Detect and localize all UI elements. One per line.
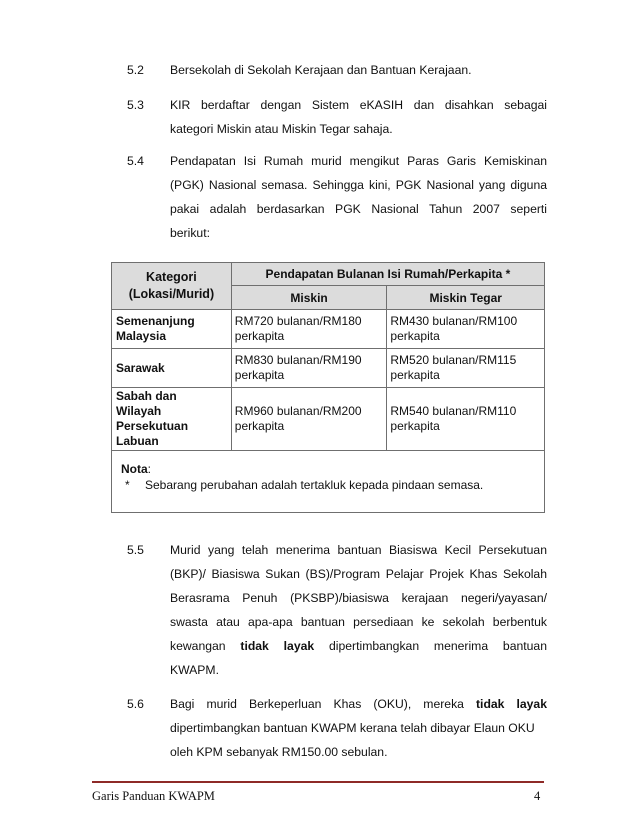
- miskin-tegar-cell: RM520 bulanan/RM115 perkapita: [387, 349, 545, 388]
- clause-5-4: [127, 149, 547, 245]
- clause-number: 5.5: [127, 543, 144, 557]
- table-row: [112, 310, 545, 349]
- table-note: Nota: * Sebarang perubahan adalah tertakluk kepada pindaan semasa.: [112, 451, 545, 513]
- clause-number: 5.6: [127, 697, 144, 711]
- miskin-tegar-cell: RM540 bulanan/RM110 perkapita: [387, 388, 545, 451]
- income-table: [111, 262, 545, 513]
- clause-number: 5.3: [127, 98, 144, 112]
- header-miskin: Miskin: [231, 286, 387, 310]
- header-miskin-tegar: Miskin Tegar: [387, 286, 545, 310]
- clause-text: KIR berdaftar dengan Sistem eKASIH dan disahkan sebagai kategori Miskin atau Miskin Tegar sahaja.: [170, 98, 547, 136]
- clause-number: 5.4: [127, 154, 144, 168]
- table-note-row: [112, 451, 545, 513]
- region-cell: Sarawak: [112, 349, 232, 388]
- header-income: Pendapatan Bulanan Isi Rumah/Perkapita *: [231, 263, 544, 286]
- clause-text: Bagi murid Berkeperluan Khas (OKU), mereka tidak layak dipertimbangkan bantuan KWAPM kerana telah dibayar Elaun OKU oleh KPM sebanyak RM150.00 sebulan.: [170, 697, 547, 759]
- region-cell: Sabah dan Wilayah Persekutuan Labuan: [112, 388, 232, 451]
- footer-title: Garis Panduan KWAPM: [92, 789, 215, 803]
- clause-5-3: [127, 93, 547, 141]
- clause-text: Bersekolah di Sekolah Kerajaan dan Bantuan Kerajaan.: [170, 63, 472, 77]
- clause-5-5: [127, 538, 547, 682]
- region-cell: Semenanjung Malaysia: [112, 310, 232, 349]
- miskin-cell: RM830 bulanan/RM190 perkapita: [231, 349, 387, 388]
- page-number: 4: [534, 789, 541, 803]
- clause-text: Murid yang telah menerima bantuan Biasiswa Kecil Persekutuan (BKP)/ Biasiswa Sukan (BS)/Program Pelajar Projek Khas Sekolah Berasrama Penuh (PKSBP)/biasiswa kerajaan negeri/yayasan/ swasta atau apa-apa bantuan persediaan ke sekolah berbentuk kewangan tidak layak dipertimbangkan menerima bantuan KWAPM.: [170, 543, 547, 677]
- miskin-cell: RM960 bulanan/RM200 perkapita: [231, 388, 387, 451]
- clause-5-2: [127, 58, 547, 82]
- miskin-tegar-cell: RM430 bulanan/RM100 perkapita: [387, 310, 545, 349]
- header-category: Kategori (Lokasi/Murid): [112, 263, 232, 310]
- clause-5-6: [127, 692, 547, 764]
- clause-text: Pendapatan Isi Rumah murid mengikut Paras Garis Kemiskinan (PGK) Nasional semasa. Sehingga kini, PGK Nasional yang diguna pakai adalah berdasarkan PGK Nasional Tahun 2007 seperti berikut:: [170, 154, 547, 240]
- table-row: [112, 388, 545, 451]
- table-row: [112, 349, 545, 388]
- clause-number: 5.2: [127, 63, 144, 77]
- footer-rule: [92, 781, 544, 783]
- miskin-cell: RM720 bulanan/RM180 perkapita: [231, 310, 387, 349]
